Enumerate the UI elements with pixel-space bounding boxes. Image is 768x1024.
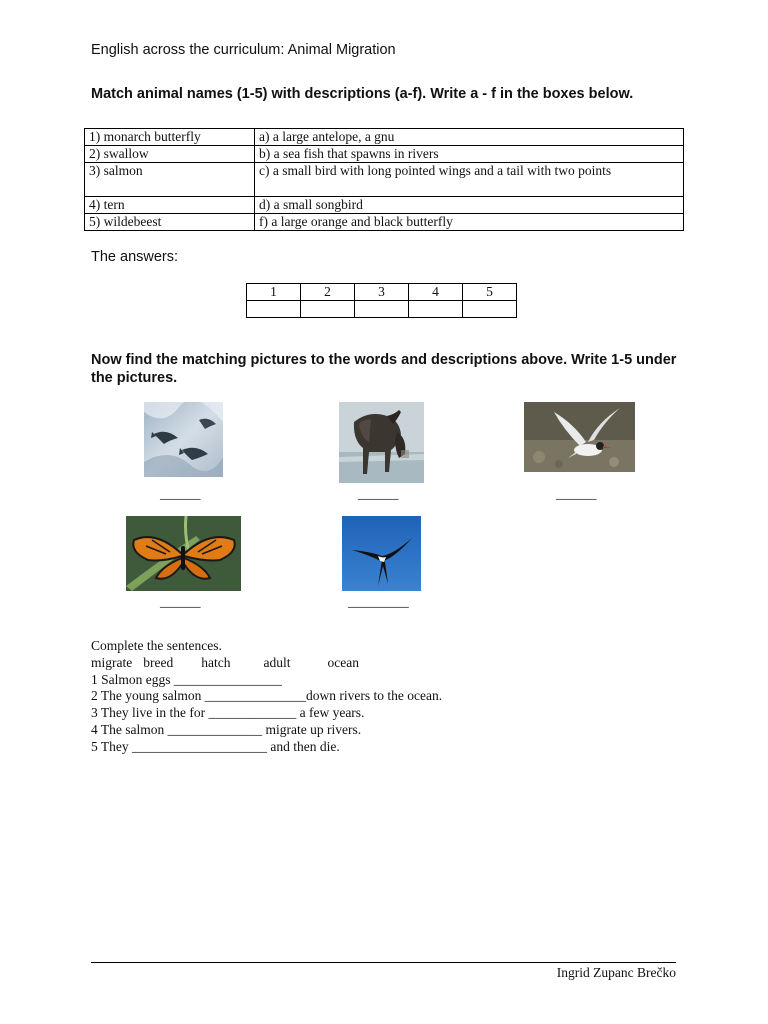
answer-blank[interactable]: ______ [358,486,399,501]
answer-blank[interactable]: ______ [160,486,201,501]
exercise-title: Complete the sentences. [91,638,222,653]
sentence: 2 The young salmon _______________down rivers to the ocean. [91,688,443,704]
author-name: Ingrid Zupanc Brečko [556,965,676,980]
description-cell: f) a large orange and black butterfly [255,214,684,231]
answer-number: 2 [301,284,355,301]
word-bank-item: ocean [327,654,359,670]
answer-number: 4 [409,284,463,301]
answer-grid [246,283,517,318]
description-cell: a) a large antelope, a gnu [255,129,684,146]
sentence: 1 Salmon eggs ________________ [91,671,282,687]
sentence-exercise [91,638,442,756]
answer-box[interactable] [409,301,463,318]
word-bank-item: adult [263,654,291,670]
answers-label: The answers: [91,249,179,265]
word-bank [91,655,442,672]
answer-box-row [247,301,517,318]
answer-blank[interactable]: ______ [556,486,597,501]
answer-box[interactable] [463,301,517,318]
word-bank-item: hatch [201,654,231,670]
sentence: 4 The salmon ______________ migrate up rivers. [91,721,362,737]
animal-name-cell: 2) swallow [85,146,255,163]
animal-name-cell: 3) salmon [85,163,255,197]
document-title: English across the curriculum: Animal Migration [91,42,396,58]
word-bank-item: breed [143,654,174,670]
animal-name-cell: 1) monarch butterfly [85,129,255,146]
answer-number: 3 [355,284,409,301]
animal-name-cell: 5) wildebeest [85,214,255,231]
answer-number: 1 [247,284,301,301]
word-bank-item: migrate [91,654,133,670]
description-cell: c) a small bird with long pointed wings and a tail with two points [255,163,684,197]
description-cell: d) a small songbird [255,197,684,214]
table-row [85,129,684,146]
sentence: 5 They ____________________ and then die. [91,738,340,754]
answer-blank[interactable]: ______ [160,594,201,609]
footer-divider [91,962,676,963]
table-row [85,197,684,214]
table-row [85,214,684,231]
salmon-photo [144,402,223,477]
animal-name-cell: 4) tern [85,197,255,214]
answer-box[interactable] [355,301,409,318]
answer-box[interactable] [301,301,355,318]
answer-blank[interactable]: _________ [348,594,409,609]
table-row [85,146,684,163]
pictures-instruction: Now find the matching pictures to the words and descriptions above. Write 1-5 under the pictures. [91,352,677,386]
swallow-photo [342,516,421,591]
tern-photo [524,402,635,472]
table-row [85,163,684,197]
sentence: 3 They live in the for _____________ a few years. [91,705,365,721]
answer-box[interactable] [247,301,301,318]
answer-number-row [247,284,517,301]
wildebeest-photo [339,402,424,483]
matching-table [84,128,684,231]
matching-instruction: Match animal names (1-5) with descriptions (a-f). Write a - f in the boxes below. [91,86,634,102]
answer-number: 5 [463,284,517,301]
description-cell: b) a sea fish that spawns in rivers [255,146,684,163]
monarch-butterfly-photo [126,516,241,591]
